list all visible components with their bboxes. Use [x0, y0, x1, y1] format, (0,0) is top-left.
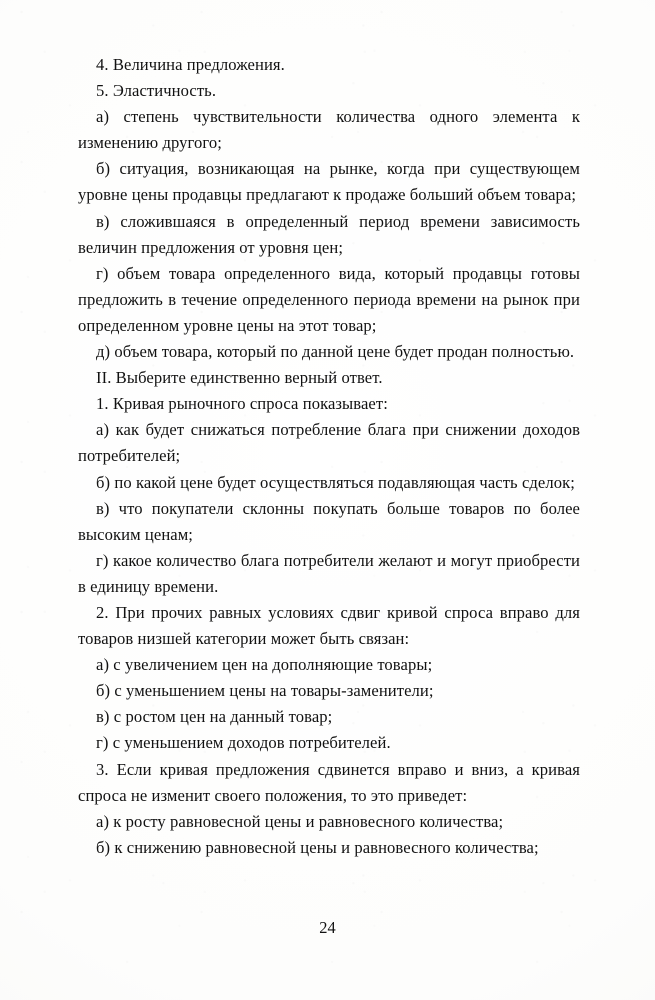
- question-1-option-v: в) что покупатели склонны покупать больше товаров по более высоким ценам;: [78, 498, 580, 544]
- page-text-block: [78, 52, 580, 861]
- definition-item-a: а) степень чувствительности количества одного элемента к изменению другого;: [78, 107, 580, 153]
- question-3-prompt: 3. Если кривая предложения сдвинется вправо и вниз, а кривая спроса не изменит своего положения, то это приведет:: [78, 759, 580, 805]
- question-2-prompt: 2. При прочих равных условиях сдвиг кривой спроса вправо для товаров низшей категории может быть связан:: [78, 602, 580, 649]
- question-2-option-a: а) с увеличением цен на дополняющие товары;: [96, 655, 433, 675]
- question-3-option-a: а) к росту равновесной цены и равновесного количества;: [96, 811, 504, 831]
- definition-item-g: г) объем товара определенного вида, который продавцы готовы предложить в течение определенного периода времени на рынок при определенном уровне цены на этот товар;: [78, 263, 580, 335]
- question-3-option-b: б) к снижению равновесной цены и равновесного количества;: [96, 837, 539, 857]
- page-number: 24: [319, 918, 336, 937]
- definition-item-d: д) объем товара, который по данной цене будет продан полностью.: [96, 342, 575, 362]
- list-item: 4. Величина предложения.: [96, 55, 285, 74]
- question-1-option-b: б) по какой цене будет осуществляться подавляющая часть сделок;: [96, 472, 575, 492]
- definition-item-v: в) сложившаяся в определенный период времени зависимость величин предложения от уровня цен;: [78, 211, 580, 257]
- list-item: 5. Эластичность.: [96, 81, 217, 101]
- question-1-option-g: г) какое количество блага потребители желают и могут приобрести в единицу времени.: [78, 550, 580, 596]
- question-1-option-a: а) как будет снижаться потребление блага при снижении доходов потребителей;: [78, 420, 580, 466]
- definition-item-b: б) ситуация, возникающая на рынке, когда при существующем уровне цены продавцы предлагают к продаже больший объем товара;: [78, 159, 580, 205]
- question-2-option-b: б) с уменьшением цены на товары-заменители;: [96, 681, 434, 701]
- question-1-prompt: 1. Кривая рыночного спроса показывает:: [96, 394, 388, 414]
- section-heading: II. Выберите единственно верный ответ.: [96, 368, 383, 388]
- question-2-option-v: в) с ростом цен на данный товар;: [96, 707, 333, 727]
- question-2-option-g: г) с уменьшением доходов потребителей.: [96, 733, 391, 753]
